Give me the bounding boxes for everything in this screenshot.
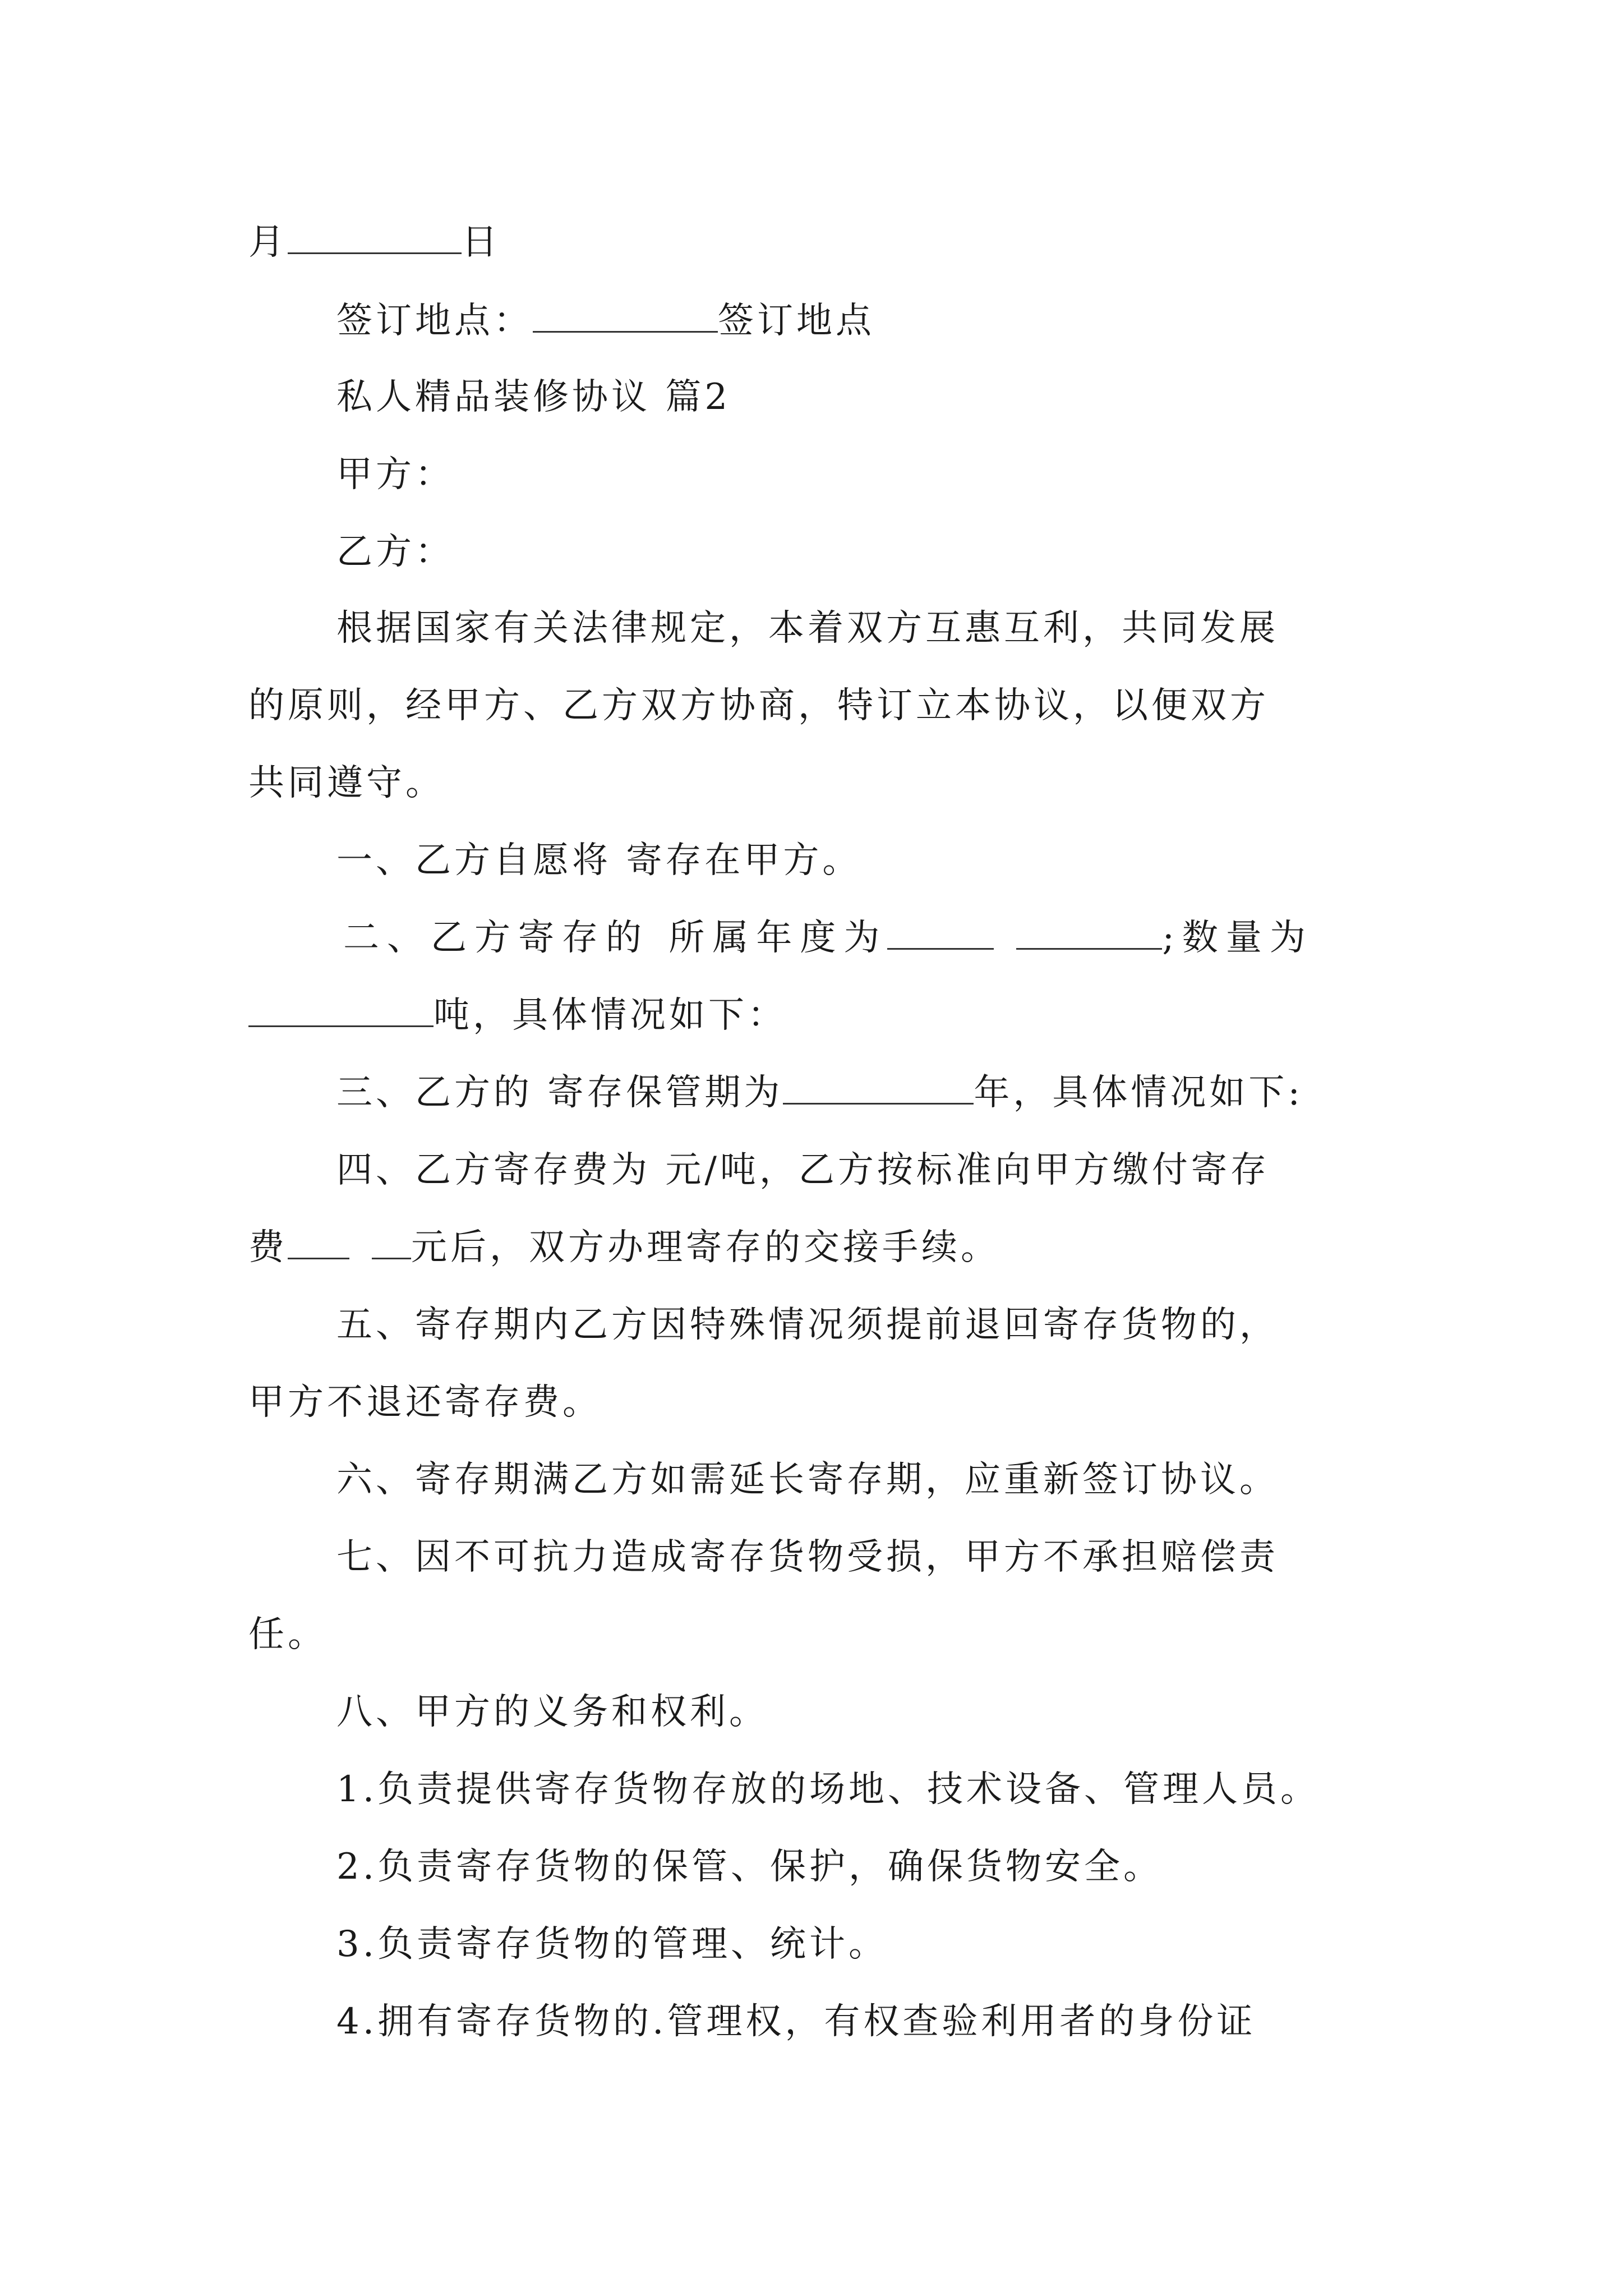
intro-paragraph-line-2: 的原则，经甲方、乙方双方协商，特订立本协议，以便双方 — [248, 685, 1269, 726]
tonnage-blank — [248, 993, 434, 1027]
list-item: 3.负责寄存货物的管理、统计。 — [336, 1924, 888, 1965]
fee-label: 费 — [248, 1227, 288, 1268]
list-item: 2.负责寄存货物的保管、保护，确保货物安全。 — [336, 1846, 1163, 1888]
signing-place-label: 签订地点： — [336, 300, 533, 342]
clause-1: 一、乙方自愿将 寄存在甲方。 — [336, 840, 862, 881]
signing-place-value: 签订地点 — [718, 300, 875, 342]
quantity-label: ;数量为 — [1162, 917, 1313, 959]
signing-place-blank — [533, 298, 718, 333]
clause-2-line-1 — [343, 915, 1422, 960]
clause-7-line-2: 任。 — [248, 1614, 327, 1655]
clause-2-line-2 — [248, 993, 1415, 1038]
intro-paragraph-line-3: 共同遵守。 — [248, 762, 445, 804]
clause-3-tail: 年，具体情况如下: — [974, 1072, 1303, 1114]
intro-paragraph-line-1: 根据国家有关法律规定，本着双方互惠互利，共同发展 — [336, 608, 1279, 649]
day-label: 日 — [462, 222, 501, 263]
date-line — [248, 220, 1415, 265]
party-a-label: 甲方： — [336, 454, 454, 495]
clause-7-line-1: 七、因不可抗力造成寄存货物受损，甲方不承担赔偿责 — [336, 1536, 1279, 1578]
storage-period-blank — [783, 1070, 974, 1105]
clause-6: 六、寄存期满乙方如需延长寄存期，应重新签订协议。 — [336, 1459, 1279, 1501]
year-blank — [887, 915, 994, 950]
clause-5-line-1: 五、寄存期内乙方因特殊情况须提前退回寄存货物的， — [336, 1304, 1279, 1346]
list-item: 1.负责提供寄存货物存放的场地、技术设备、管理人员。 — [336, 1769, 1320, 1810]
section-title: 私人精品装修协议 篇2 — [336, 376, 731, 418]
clause-3-text: 三、乙方的 寄存保管期为 — [336, 1072, 783, 1114]
list-item: 4.拥有寄存货物的.管理权，有权查验利用者的身份证 — [336, 2001, 1256, 2042]
signing-place-line — [336, 298, 1415, 343]
party-b-label: 乙方： — [336, 531, 454, 573]
clause-8: 八、甲方的义务和权利。 — [336, 1691, 768, 1733]
clause-5-line-2: 甲方不退还寄存费。 — [248, 1382, 602, 1423]
tonnage-label: 吨，具体情况如下： — [434, 995, 787, 1036]
day-blank — [288, 220, 462, 254]
fee-blank-2 — [372, 1225, 411, 1259]
year-blank-2 — [1016, 915, 1162, 950]
clause-2-text: 二、乙方寄存的 所属年度为 — [343, 917, 888, 959]
clause-4-tail: 元后，双方办理寄存的交接手续。 — [411, 1227, 1000, 1268]
month-label: 月 — [248, 222, 288, 263]
clause-4-line-1: 四、乙方寄存费为 元/吨，乙方按标准向甲方缴付寄存 — [336, 1149, 1270, 1191]
clause-4-line-2 — [248, 1225, 1415, 1270]
fee-blank — [288, 1225, 349, 1259]
clause-3 — [336, 1070, 1415, 1115]
